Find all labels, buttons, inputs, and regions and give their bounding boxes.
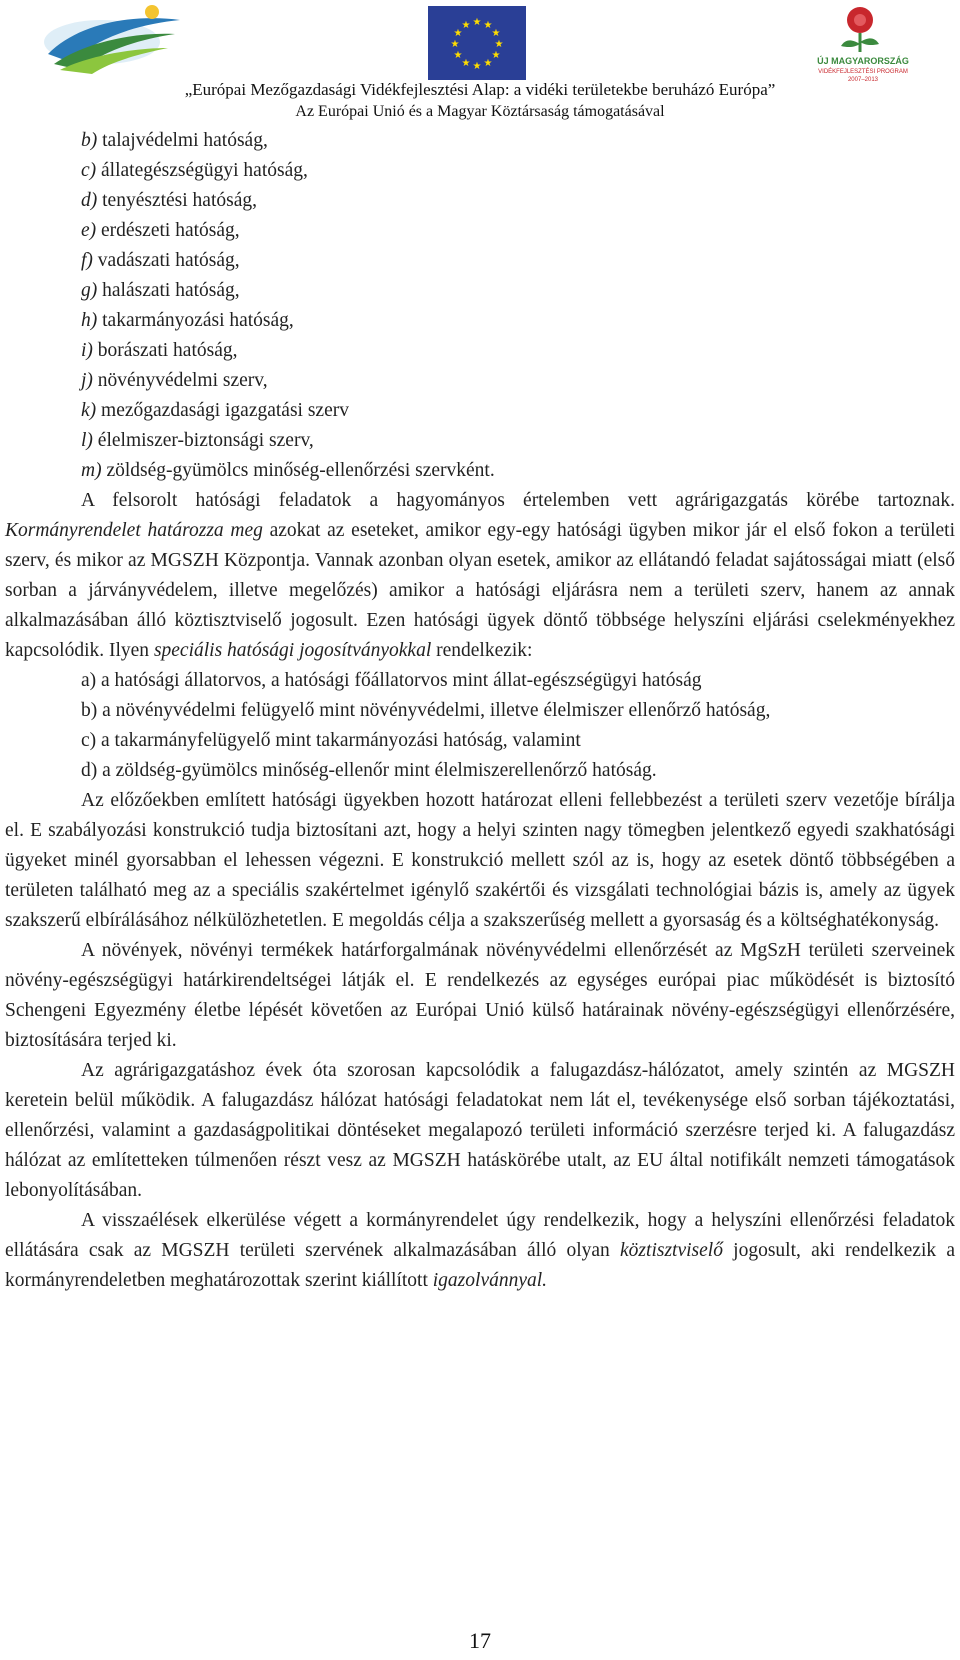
svg-text:★: ★ [494, 39, 504, 50]
list-item [81, 396, 955, 426]
list-item-text: erdészeti hatóság, [96, 220, 240, 241]
list-item [81, 456, 955, 486]
sub-item: b) a növényvédelmi felügyelő mint növényvédelmi, illetve élelmiszer ellenőrző hatóság, [81, 700, 771, 721]
page-number: 17 [469, 1628, 491, 1653]
document-body [5, 126, 955, 1296]
svg-text:★: ★ [461, 20, 471, 31]
svg-text:VIDÉKFEJLESZTÉSI PROGRAM: VIDÉKFEJLESZTÉSI PROGRAM [818, 69, 908, 75]
paragraph-2: Az előzőekben említett hatósági ügyekben hozott határozat elleni fellebbezést a területi szerv vezetője bírálja el. E szabályozási konstrukció tudja biztosítani azt, hogy a helyi szinten nagy tömegben jelentkező egyedi szakhatósági ügyeket minél gyorsabban el lehessen végezni. E konstrukció mellett szól az is, hogy az esetek döntő többségében a területen található meg az a speciális szakértelmet igénylő szakértői és vizsgálati technológiai bázis is, amely az ügyek szakszerű elbírálásához nélkülözhetetlen. E megoldás célja a szakszerűség mellett a gyorsaság és a költséghatékonyság. [5, 790, 955, 931]
list-item-text: állategészségügyi hatóság, [96, 160, 308, 181]
list-item [81, 306, 955, 336]
header-subtitle: Az Európai Unió és a Magyar Köztársaság támogatásával [295, 103, 665, 120]
list-item-text: vadászati hatóság, [92, 250, 240, 271]
svg-text:ÚJ MAGYARORSZÁG: ÚJ MAGYARORSZÁG [817, 56, 909, 66]
authority-list [5, 126, 955, 486]
list-item [81, 126, 955, 156]
sub-item: d) a zöldség-gyümölcs minőség-ellenőr mint élelmiszerellenőrző hatóság. [81, 760, 657, 781]
svg-text:2007–2013: 2007–2013 [847, 77, 879, 83]
svg-text:★: ★ [472, 17, 482, 28]
list-item-text: növényvédelmi szerv, [92, 370, 268, 391]
list-item [81, 366, 955, 396]
svg-text:★: ★ [461, 58, 471, 69]
svg-text:★: ★ [453, 50, 463, 61]
paragraph-5-text-a: A visszaélések elkerülése végett a kormányrendelet úgy rendelkezik, hogy a helyszíni ellenőrzési feladatok ellátására csak az MGSZH területi szervének alkalmazásában álló olyan [5, 1210, 955, 1261]
list-item-label: c) [81, 160, 97, 181]
uj-magyarorszag-logo-icon [805, 0, 925, 85]
list-item [81, 216, 955, 246]
paragraph-5-text-c: jogosult, aki rendelkezik a kormányrendeletben meghatározottak szerint kiállított [5, 1240, 955, 1291]
list-item-label: l) [81, 430, 93, 451]
paragraph-1-italic-b: Kormányrendelet határozza meg [5, 520, 263, 541]
paragraph-1-text-a: A felsorolt hatósági feladatok a hagyományos értelemben vett agrárigazgatás körébe tartoznak. [81, 490, 955, 511]
list-item-text: borászati hatóság, [92, 340, 238, 361]
list-item-label: k) [81, 400, 97, 421]
list-item-text: élelmiszer-biztonsági szerv, [92, 430, 314, 451]
list-item-label: j) [81, 370, 93, 391]
list-item-label: h) [81, 310, 98, 331]
list-item-label: f) [81, 250, 93, 271]
svg-text:★: ★ [483, 20, 493, 31]
paragraph-3: A növények, növényi termékek határforgalmának növényvédelmi ellenőrzését az MgSzH területi szerveinek növény-egészségügyi határkirendeltségei látják el. E rendelkezés az egységes európai piac működését is biztosító Schengeni Egyezmény életbe lépését követően az Európai Unió külső határainak növény-egészségügyi ellenőrzésére, biztosítására terjed ki. [5, 940, 955, 1051]
paragraph-5-italic-d: igazolvánnyal. [432, 1270, 548, 1291]
sub-item: c) a takarmányfelügyelő mint takarmányozási hatóság, valamint [81, 730, 581, 751]
sub-item: a) a hatósági állatorvos, a hatósági főállatorvos mint állat-egészségügyi hatóság [81, 670, 702, 691]
list-item-text: takarmányozási hatóság, [97, 310, 294, 331]
paragraph-1-text-e: rendelkezik: [431, 640, 533, 661]
svg-text:★: ★ [453, 28, 463, 39]
list-item-label: d) [81, 190, 98, 211]
svg-text:★: ★ [491, 28, 501, 39]
list-item-label: e) [81, 220, 97, 241]
paragraph-5-italic-b: köztisztviselő [620, 1240, 723, 1261]
svg-text:★: ★ [450, 39, 460, 50]
list-item [81, 336, 955, 366]
svg-text:★: ★ [472, 61, 482, 72]
header-title: „Európai Mezőgazdasági Vidékfejlesztési Alap: a vidéki területekbe beruházó Európa” [184, 80, 776, 99]
list-item [81, 246, 955, 276]
list-item-label: g) [81, 280, 98, 301]
svg-text:★: ★ [491, 50, 501, 61]
list-item [81, 156, 955, 186]
list-item [81, 276, 955, 306]
paragraph-5 [5, 1206, 955, 1296]
paragraph-4: Az agrárigazgatáshoz évek óta szorosan kapcsolódik a falugazdász-hálózatot, amely szintén az MGSZH keretein belül működik. A falugazdász hálózat hatósági feladatokat nem lát el, tevékenysége első sorban tájékoztatási, ellenőrzési, valamint a gazdaságpolitikai döntéseket megalapozó területi információ szerzésre terjed ki. A falugazdász hálózat az említetteken túlmenően részt vesz az MGSZH hatáskörébe utalt, az EU által notifikált nemzeti támogatások lebonyolításában. [5, 1060, 955, 1201]
eu-flag-icon [428, 6, 526, 80]
rural-development-logo-icon [40, 2, 190, 77]
list-item-text: zöldség-gyümölcs minőség-ellenőrzési szervként. [101, 460, 495, 481]
list-item-text: mezőgazdasági igazgatási szerv [96, 400, 349, 421]
paragraph-1 [5, 486, 955, 666]
svg-text:★: ★ [483, 58, 493, 69]
list-item-label: i) [81, 340, 93, 361]
list-item-text: halászati hatóság, [97, 280, 240, 301]
list-item-label: m) [81, 460, 102, 481]
page-header [0, 0, 960, 125]
list-item-text: talajvédelmi hatóság, [97, 130, 268, 151]
list-item-text: tenyésztési hatóság, [97, 190, 257, 211]
paragraph-1-text-c: azokat az eseteket, amikor egy-egy hatósági ügyben mikor jár el első fokon a területi szerv, és mikor az MGSZH Központja. Vannak azonban olyan esetek, amikor az ellátandó feladat sajátosságai miatt (első sorban a járványvédelem, illetve megelőzés) amikor a hatósági eljárásra nem a területi szerv, hanem az annak alkalmazásában álló köztisztviselő jogosult. Ezen hatósági ügyek döntő többsége helyszíni eljárási cselekményekhez kapcsolódik. Ilyen [5, 520, 955, 661]
list-item-label: b) [81, 130, 98, 151]
list-item [81, 186, 955, 216]
list-item [81, 426, 955, 456]
paragraph-1-italic-d: speciális hatósági jogosítványokkal [153, 640, 432, 661]
